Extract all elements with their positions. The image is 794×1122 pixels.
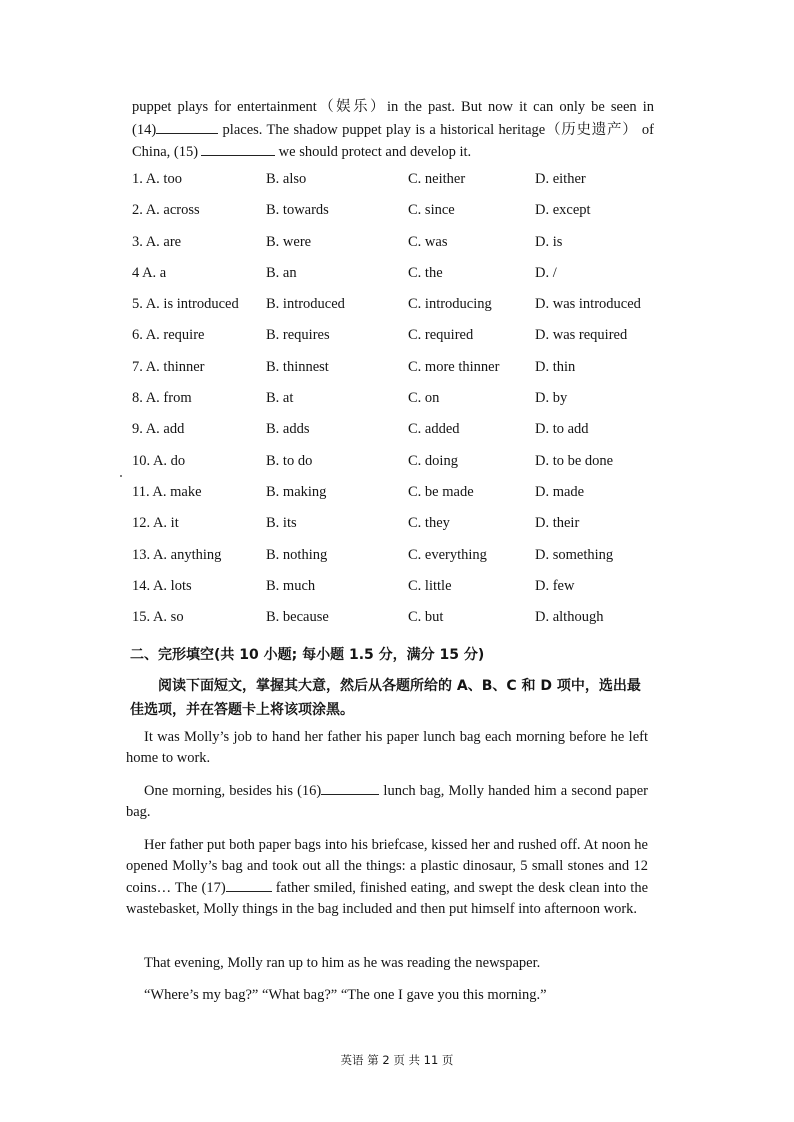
option-13-b: B. nothing	[266, 546, 328, 563]
option-11-b: B. making	[266, 483, 327, 500]
option-5-b: B. introduced	[266, 296, 345, 313]
option-5-c: C. introducing	[408, 296, 492, 313]
intro-line-2	[132, 119, 654, 142]
option-12-b: B. its	[266, 515, 297, 532]
option-row-11	[132, 484, 672, 515]
option-13-d: D. something	[535, 546, 614, 563]
option-1-c: C. neither	[408, 171, 466, 187]
option-14-d: D. few	[535, 577, 575, 594]
option-8-a: 8. A. from	[132, 390, 192, 407]
option-10-d: D. to be done	[535, 452, 614, 469]
intro-line-3-text: China, (15)	[132, 144, 199, 160]
option-8-c: C. on	[408, 390, 440, 407]
option-row-4	[132, 265, 672, 296]
intro-line-2-text: places. The shadow puppet play is a historical heritage（历史遗产） of	[218, 121, 654, 138]
story-p2-end: lunch bag, Molly handed him a second paper bag.	[126, 783, 649, 820]
option-row-2	[132, 202, 672, 233]
option-12-d: D. their	[535, 515, 580, 532]
option-6-c: C. required	[408, 327, 474, 344]
story-paragraph-1: It was Molly’s job to hand her father his paper lunch bag each morning before he left home to work.	[126, 729, 648, 766]
intro-line-1: puppet plays for entertainment（娱乐）in the past. But now it can only be seen in	[132, 99, 654, 115]
answer-blank-14	[156, 119, 218, 134]
story-paragraph-4: That evening, Molly ran up to him as he was reading the newspaper.	[144, 955, 541, 971]
intro-line-3-tail: we should protect and develop it.	[275, 144, 472, 160]
intro-line-3	[132, 141, 654, 164]
story-p2-start: One morning, besides his (16)	[144, 783, 322, 799]
option-6-a: 6. A. require	[132, 327, 205, 344]
option-7-c: C. more thinner	[408, 358, 500, 375]
option-13-a: 13. A. anything	[132, 546, 222, 563]
option-2-d: D. except	[535, 202, 591, 219]
option-row-5	[132, 296, 672, 327]
option-14-c: C. little	[408, 577, 452, 594]
option-5-a: 5. A. is introduced	[132, 296, 239, 313]
option-8-b: B. at	[266, 390, 294, 407]
option-row-14	[132, 578, 672, 609]
story-paragraph-3	[126, 835, 648, 920]
option-10-b: B. to do	[266, 452, 313, 469]
answer-blank-17	[226, 877, 272, 892]
scan-speck	[120, 475, 122, 477]
option-7-d: D. thin	[535, 358, 576, 375]
option-4-b: B. an	[266, 264, 297, 281]
option-15-a: 15. A. so	[132, 609, 184, 626]
option-8-d: D. by	[535, 390, 568, 407]
option-9-a: 9. A. add	[132, 421, 185, 438]
option-10-c: C. doing	[408, 452, 458, 469]
option-1-d: D. either	[535, 171, 586, 187]
options-list	[132, 171, 672, 640]
option-9-c: C. added	[408, 421, 460, 438]
option-row-12	[132, 515, 672, 546]
answer-blank-15	[201, 141, 275, 156]
option-10-a: 10. A. do	[132, 452, 186, 469]
option-12-c: C. they	[408, 515, 450, 532]
option-14-b: B. much	[266, 577, 316, 594]
option-5-d: D. was introduced	[535, 296, 641, 313]
option-9-d: D. to add	[535, 421, 589, 438]
section-heading: 二、完形填空(共 10 小题; 每小题 1.5 分，满分 15 分)	[130, 647, 485, 663]
option-4-a: 4 A. a	[132, 264, 167, 281]
option-11-d: D. made	[535, 483, 585, 500]
option-15-c: C. but	[408, 609, 444, 626]
option-row-10	[132, 453, 672, 484]
intro-paragraph	[132, 96, 654, 164]
option-14-a: 14. A. lots	[132, 577, 192, 594]
option-4-d: D. /	[535, 264, 557, 281]
option-1-a: 1. A. too	[132, 171, 182, 187]
option-3-a: 3. A. are	[132, 233, 182, 250]
option-2-c: C. since	[408, 202, 455, 219]
blank-number-14: (14)	[132, 121, 157, 138]
story-p3-start: Her father put both paper bags into his briefcase, kissed her and rushed off. At noon he opened Molly’s bag and took out all the things: a plastic dinosaur, 5 small stones and 12 coins… The (17)	[126, 837, 648, 896]
option-11-a: 11. A. make	[132, 483, 202, 500]
option-9-b: B. adds	[266, 421, 310, 438]
option-row-7	[132, 359, 672, 390]
option-3-c: C. was	[408, 233, 448, 250]
story-paragraph-5: “Where’s my bag?” “What bag?” “The one I gave you this morning.”	[144, 987, 547, 1003]
option-row-3	[132, 234, 672, 265]
option-4-c: C. the	[408, 264, 443, 281]
option-15-d: D. although	[535, 609, 604, 626]
option-3-d: D. is	[535, 233, 563, 250]
option-1-b: B. also	[266, 171, 307, 187]
option-15-b: B. because	[266, 609, 329, 626]
option-row-8	[132, 390, 672, 421]
option-2-a: 2. A. across	[132, 202, 200, 219]
option-12-a: 12. A. it	[132, 515, 179, 532]
option-13-c: C. everything	[408, 546, 487, 563]
option-2-b: B. towards	[266, 202, 329, 219]
option-row-9	[132, 421, 672, 452]
page-footer: 英语 第 2 页 共 11 页	[340, 1053, 454, 1067]
option-3-b: B. were	[266, 233, 312, 250]
option-7-b: B. thinnest	[266, 358, 329, 375]
story-paragraph-2	[126, 780, 648, 823]
option-11-c: C. be made	[408, 483, 474, 500]
option-6-d: D. was required	[535, 327, 628, 344]
option-row-15	[132, 609, 672, 640]
option-7-a: 7. A. thinner	[132, 358, 205, 375]
option-row-6	[132, 327, 672, 358]
answer-blank-16	[321, 780, 379, 795]
option-row-1	[132, 171, 672, 202]
option-6-b: B. requires	[266, 327, 330, 344]
section-instruction: 阅读下面短文，掌握其大意，然后从各题所给的 A、B、C 和 D 项中，选出最佳选项，并在答题卡上将该项涂黑。	[130, 678, 641, 718]
option-row-13	[132, 547, 672, 578]
story-p3-end: father smiled, finished eating, and swept the desk clean into the wastebasket, Molly things in the bag included and then put himself into afternoon work.	[126, 880, 649, 917]
